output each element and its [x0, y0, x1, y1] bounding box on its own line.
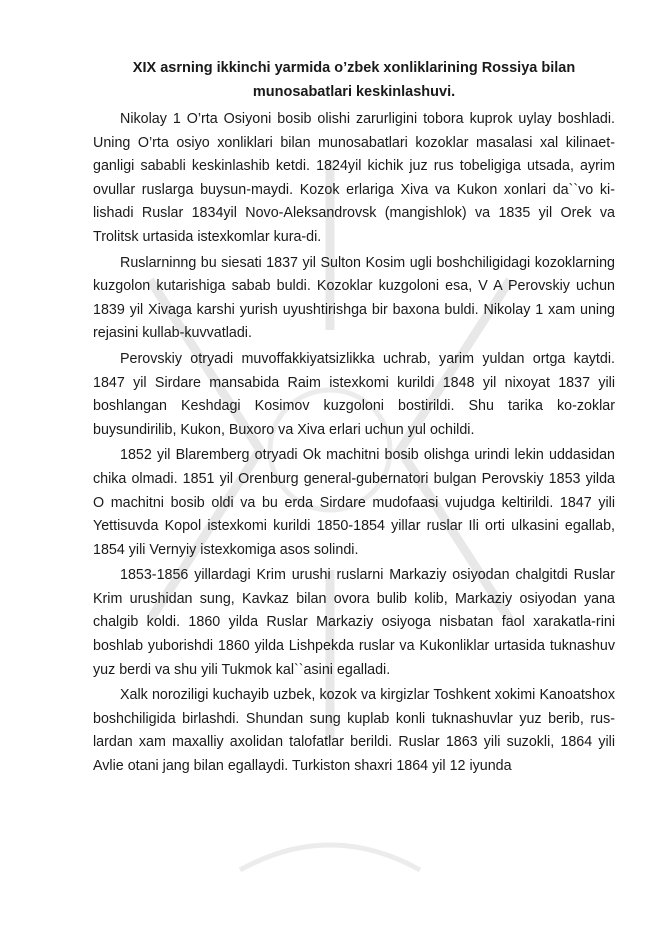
paragraph-3: Perovskiy otryadi muvoffakkiyatsizlikka uchrab, yarim yuldan ortga kaytdi. 1847 yil Sirdare mansabida Raim istexkomi kurildi 1848 yil nixoyat 1837 yili boshlangan Keshdagi Kosimov kuzgoloni bostirildi. Shu tarika ko-zoklar buysundirilib, Kukon, Buxoro va Xiva erlari uchun yul ochildi. [93, 350, 615, 438]
document-title [93, 56, 615, 104]
paragraph-5: 1853-1856 yillardagi Krim urushi ruslarni Markaziy osiyodan chalgitdi Ruslar Krim urushidan sung, Kavkaz bilan ovora bulib kolib, Markaziy osiyodan yana chalgib koldi. 1860 yilda Ruslar Markaziy osiyoga nisbatan faol xarakatla-rini boshlab yuborishdi 1860 yilda Lishpekda ruslar va Kukonliklar urtasida tuknashuv yuz berdi va shu yili Tukmok kal``asini egalladi. [93, 567, 615, 678]
paragraph-6: Xalk noroziligi kuchayib uzbek, kozok va kirgizlar Toshkent xokimi Kanoatshox boshchiligida birlashdi. Shundan sung kuplab konli tuknashuvlar yuz berib, rus-lardan xam maxalliy axolidan talofatlar berildi. Ruslar 1863 yili suzokli, 1864 yili Avlie otani jang bilan egallaydi. Turkiston shaxri 1864 yil 12 iyunda [93, 687, 615, 775]
title-line-2: munosabatlari keskinlashuvi. [252, 84, 456, 100]
document-page [93, 56, 615, 781]
paragraph-4: 1852 yil Blaremberg otryadi Ok machitni bosib olishga urindi lekin uddasidan chika olmadi. 1851 yil Orenburg general-gubernatori bulgan Perovskiy 1853 yilda O machitni bosib oldi va bu erda Sirdare mudofaasi vujudga keltirildi. 1847 yili Yettisuvda Kopol istexkomi kurildi 1850-1854 yillar ruslar Ili orti ulkasini egallab, 1854 yili Vernyiy istexkomiga asos solindi. [93, 447, 615, 558]
title-line-1: XIX asrning ikkinchi yarmida o’zbek xonliklarining Rossiya bilan [132, 60, 576, 76]
paragraph-1: Nikolay 1 O’rta Osiyoni bosib olishi zarurligini tobora kuprok uylay boshladi. Uning O’rta osiyo xonliklari bilan munosabatlari kozoklar masalasi xal kilinaet-ganligi sababli keskinlashib ketdi. 1824yil kichik juz rus tobeligiga utsada, ayrim ovullar ruslarga buysun-maydi. Kozok erlariga Xiva va Kukon xonlari da``vo ki-lishadi Ruslar 1834yil Novo-Aleksandrovsk (mangishlok) va 1835 yil Orek va Trolitsk urtasida istexkomlar kura-di. [93, 111, 615, 245]
paragraph-2: Ruslarninng bu siesati 1837 yil Sulton Kosim ugli boshchiligidagi kozoklarning kuzgolon kutarishiga sabab buldi. Kozoklar kuzgoloni esa, V A Perovskiy uchun 1839 yil Xivaga karshi yurish uyushtirishga bir baxona buldi. Nikolay 1 xam uning rejasini kullab-kuvvatladi. [93, 254, 615, 342]
